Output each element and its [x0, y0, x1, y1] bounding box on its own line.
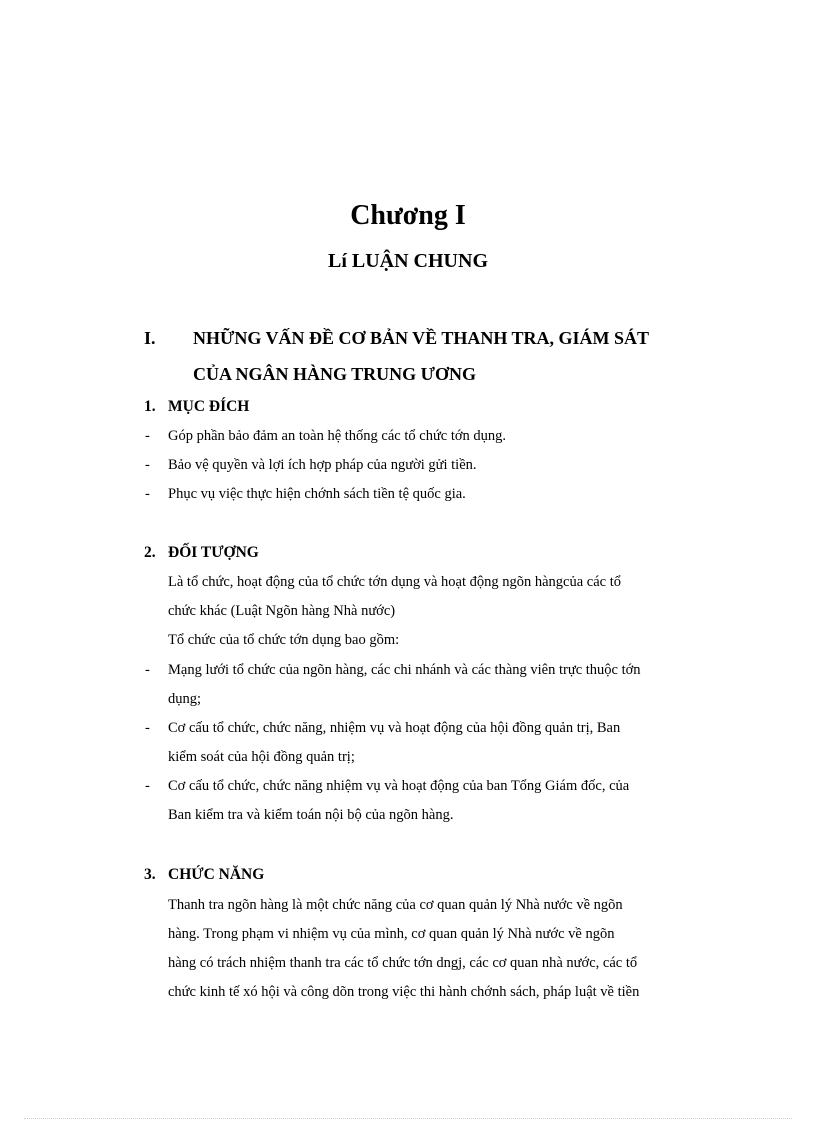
list-item: Phục vụ việc thực hiện chớnh sách tiền tệ quốc gia. — [168, 486, 466, 502]
bullet-dash: - — [145, 778, 150, 794]
section-number: I. — [144, 328, 156, 348]
bullet-dash: - — [145, 457, 150, 473]
list-item-line: Mạng lưới tổ chức của ngõn hàng, các chi nhánh và các thàng viên trực thuộc tớn — [168, 662, 641, 678]
paragraph-line: chức kinh tế xó hội và công dõn trong việc thi hành chớnh sách, pháp luật về tiền — [168, 984, 640, 1000]
paragraph-line: Tổ chức của tổ chức tớn dụng bao gồm: — [168, 632, 400, 648]
bullet-dash: - — [145, 720, 150, 736]
list-item-line: Ban kiểm tra và kiểm toán nội bộ của ngõn hàng. — [168, 807, 454, 823]
bullet-dash: - — [145, 428, 150, 444]
page-bottom-edge — [24, 1118, 792, 1119]
subsection-heading-chuc-nang — [144, 866, 264, 884]
paragraph-line: hàng. Trong phạm vi nhiệm vụ của mình, cơ quan quản lý Nhà nước về ngõn — [168, 926, 615, 942]
subsection-number: 1. — [144, 398, 156, 415]
section-title-line-2: CỦA NGÂN HÀNG TRUNG ƯƠNG — [193, 364, 477, 384]
paragraph-line: chức khác (Luật Ngõn hàng Nhà nước) — [168, 603, 396, 619]
paragraph-line: hàng có trách nhiệm thanh tra các tổ chức tớn dngj, các cơ quan nhà nước, các tổ — [168, 955, 638, 971]
subsection-heading-doi-tuong — [144, 544, 259, 562]
list-item-line: kiểm soát của hội đồng quản trị; — [168, 749, 355, 765]
paragraph-line: Thanh tra ngõn hàng là một chức năng của cơ quan quản lý Nhà nước về ngõn — [168, 897, 623, 913]
list-item-line: Cơ cấu tổ chức, chức năng, nhiệm vụ và hoạt động của hội đồng quản trị, Ban — [168, 720, 621, 736]
subsection-heading-muc-dich — [144, 398, 249, 416]
list-item-line: dụng; — [168, 691, 202, 707]
subsection-number: 2. — [144, 544, 156, 561]
bullet-dash: - — [145, 662, 150, 678]
list-item: Bảo vệ quyền và lợi ích hợp pháp của người gửi tiền. — [168, 457, 477, 473]
subsection-number: 3. — [144, 866, 156, 883]
chapter-title: Chương I — [350, 200, 466, 231]
bullet-dash: - — [145, 486, 150, 502]
paragraph-line: Là tổ chức, hoạt động của tổ chức tớn dụng và hoạt động ngõn hàngcủa các tổ — [168, 574, 622, 590]
section-title-line-1: NHỮNG VẤN ĐỀ CƠ BẢN VỀ THANH TRA, GIÁM SÁT — [193, 328, 650, 348]
list-item-line: Cơ cấu tổ chức, chức năng nhiệm vụ và hoạt động của ban Tổng Giám đốc, của — [168, 778, 630, 794]
subsection-title: CHỨC NĂNG — [168, 866, 265, 883]
subsection-title: ĐỐI TƯỢNG — [168, 544, 259, 561]
list-item: Góp phần bảo đảm an toàn hệ thống các tổ chức tớn dụng. — [168, 428, 507, 444]
chapter-subtitle: Lí LUẬN CHUNG — [327, 250, 488, 272]
subsection-title: MỤC ĐÍCH — [168, 398, 250, 415]
